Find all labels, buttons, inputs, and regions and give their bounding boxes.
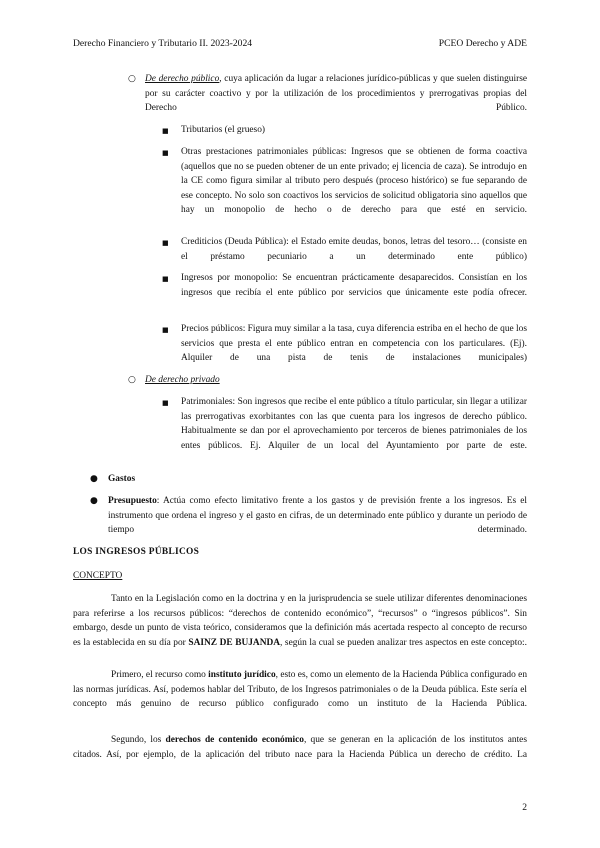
presupuesto-paragraph — [108, 494, 527, 552]
list-item-monopolio: Ingresos por monopolio: Se encuentran prácticamente desaparecidos. Consistían en los ingresos que recibía el ente público por servicios que únicamente este podía ofrecer. — [181, 273, 527, 298]
derecho-publico-text: , cuya aplicación da lugar a relaciones jurídico-públicas y que suelen distinguirse por su carácter coactivo y por la utilización de los procedimientos y prerrogativas propias del Derecho Público. — [145, 74, 528, 114]
circle-bullet-icon: ○ — [128, 375, 136, 385]
concepto-p2-text: Primero, el recurso como — [111, 670, 209, 680]
list-item-patrimoniales: Patrimoniales: Son ingresos que recibe el ente público a título particular, sin llegar a utilizar las prerrogativas exorbitantes con las que cuenta para los ingresos de derecho público. Habitualmente se dan por el aprovechamiento por terceros de bienes patrimoniales de los entes públicos. Ej. Alquiler de un local del Ayuntamiento por parte de este. — [181, 397, 527, 451]
square-bullet-icon: ■ — [162, 149, 169, 157]
concepto-paragraph-2 — [73, 668, 527, 726]
dot-bullet-icon: ● — [90, 496, 98, 506]
gastos-label: Gastos — [108, 474, 136, 484]
square-bullet-icon: ■ — [162, 275, 169, 283]
dot-bullet-icon: ● — [90, 474, 98, 484]
list-item-otras-prestaciones: Otras prestaciones patrimoniales públicas: Ingresos que se obtienen de forma coactiva (aquellos que no se pueden obtener de un ente privado; ej licencia de caza). Se introdujo en la CE como figura similar al tributo pero después (proceso histórico) se fue separando de ese concepto. No solo son coactivos los servicios de solicitud obligatoria sino aquellos que hay un monopolio de hecho o de derecho para que esté en servicio. — [181, 147, 527, 216]
concepto-p3-text-end: , que se generan en la aplicación de los institutos antes citados. Así, por ejemplo, de la aplicación del tributo nace para la Hacienda Pública un derecho de crédito. La — [73, 735, 527, 760]
list-item-crediticios: Crediticios (Deuda Pública): el Estado emite deudas, bonos, letras del tesoro… (consiste en el préstamo pecuniario a un determinado ente público) — [181, 237, 527, 262]
section-title: LOS INGRESOS PÚBLICOS — [73, 547, 200, 557]
concepto-p2-text-end: , esto es, como un elemento de la Hacienda Pública configurado en las normas jurídicas. Así, podemos hablar del Tributo, de los Ingresos patrimoniales o de la Deuda pública. Este sería el concepto más genuino de recurso público configurado como un instituto de la Hacienda Pública. — [73, 670, 528, 710]
presupuesto-text: : Actúa como efecto limitativo frente a los gastos y de previsión frente a los ingresos. Es el instrumento que ordena el ingreso y el gasto en cifras, de un determinado ente público y durante un periodo de tiempo determinado. — [108, 496, 527, 536]
square-bullet-icon: ■ — [162, 239, 169, 247]
concepto-p1-text-end: , según la cual se pueden analizar tres aspectos en este concepto:. — [280, 637, 527, 648]
derecho-privado-title: De derecho privado — [145, 375, 220, 385]
instituto-juridico-term: instituto jurídico — [208, 670, 276, 680]
author-name: SAINZ DE BUJANDA — [188, 637, 281, 648]
derecho-privado-title-line — [145, 373, 527, 388]
derechos-contenido-term: derechos de contenido económico — [165, 735, 304, 745]
header-program: PCEO Derecho y ADE — [438, 38, 527, 49]
derecho-publico-paragraph — [145, 72, 527, 130]
presupuesto-label: Presupuesto — [108, 496, 157, 506]
concepto-p1-text: Tanto en la Legislación como en la doctrina y en la jurisprudencia se suele utilizar diferentes denominaciones para referirse a los recursos públicos: “derechos de contenido económico”, “recursos” o “ingresos públicos”. Sin embargo, desde un punto de vista teórico, consideramos que la definición más acertada respecto al concepto de recurso es la establecida en su día por — [73, 594, 527, 648]
square-bullet-icon: ■ — [162, 127, 169, 135]
list-item-tributarios: Tributarios (el grueso) — [181, 125, 266, 135]
concepto-p3-text: Segundo, los — [111, 735, 166, 745]
square-bullet-icon: ■ — [162, 399, 169, 407]
concepto-paragraph-1 — [73, 592, 527, 665]
page-number: 2 — [522, 802, 527, 813]
gastos-line — [108, 472, 527, 487]
circle-bullet-icon: ○ — [128, 74, 136, 84]
concepto-title: CONCEPTO — [73, 571, 123, 581]
concepto-paragraph-3 — [73, 733, 527, 777]
square-bullet-icon: ■ — [162, 326, 169, 334]
list-item-precios-publicos: Precios públicos: Figura muy similar a la tasa, cuya diferencia estriba en el hecho de que los servicios que presta el ente público entran en competencia con los particulares. (Ej). Alquiler de una pista de tenis de instalaciones municipales) — [181, 324, 527, 364]
header-course-title: Derecho Financiero y Tributario II. 2023-2024 — [73, 38, 253, 49]
derecho-publico-title: De derecho público — [145, 74, 220, 84]
